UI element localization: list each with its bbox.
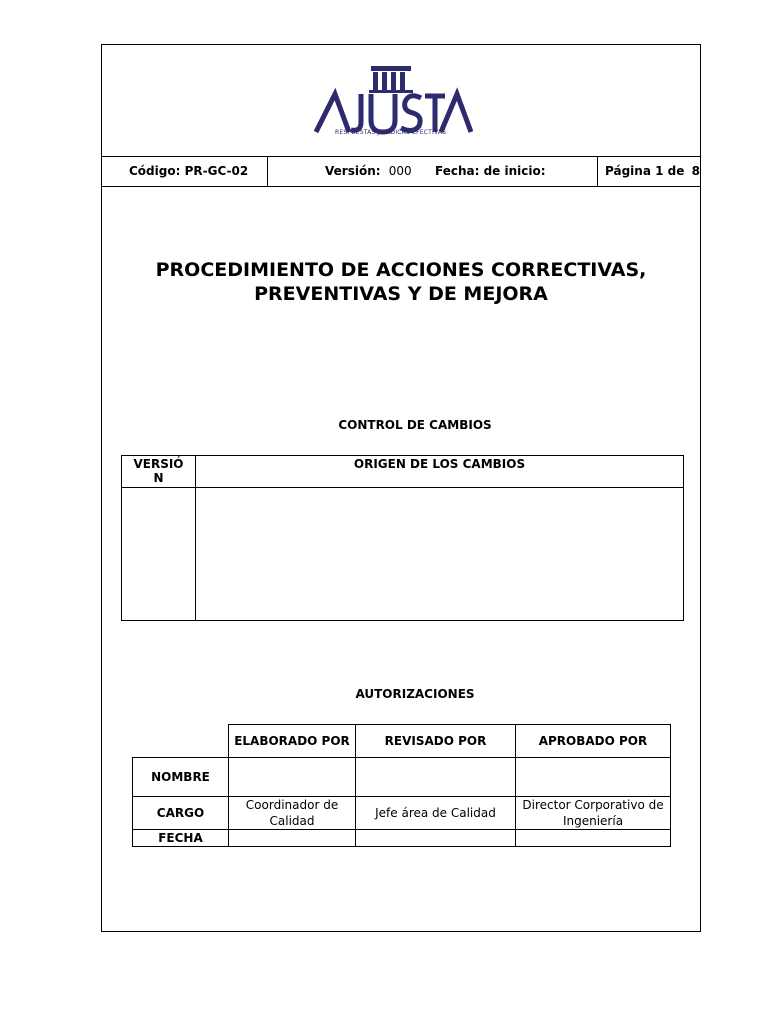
col-version-header: VERSIÓ N bbox=[133, 457, 184, 485]
autorizaciones-heading: AUTORIZACIONES bbox=[355, 687, 475, 701]
col-elaborado: ELABORADO POR bbox=[229, 725, 356, 758]
col-revisado: REVISADO POR bbox=[356, 725, 516, 758]
pagina-current: 1 bbox=[655, 164, 664, 178]
fecha-elaborado bbox=[229, 830, 356, 847]
row-label-fecha: FECHA bbox=[133, 830, 229, 847]
version-value: 000 bbox=[388, 164, 412, 178]
control-cambios-table bbox=[121, 455, 684, 621]
col-aprobado: APROBADO POR bbox=[516, 725, 671, 758]
logo-tagline: RESPUESTAS JURÍDICAS EFECTIVAS bbox=[335, 129, 447, 136]
control-cambios-heading: CONTROL DE CAMBIOS bbox=[338, 418, 492, 432]
cargo-aprobado: Director Corporativo de Ingeniería bbox=[516, 797, 671, 830]
nombre-aprobado bbox=[516, 758, 671, 797]
version-label: Versión: bbox=[325, 164, 381, 178]
pagina-de: de bbox=[667, 164, 685, 178]
row-cargo bbox=[133, 797, 671, 830]
codigo-value: PR-GC-02 bbox=[184, 164, 249, 178]
row-nombre bbox=[133, 758, 671, 797]
fecha-revisado bbox=[356, 830, 516, 847]
pagina-total: 8 bbox=[691, 164, 700, 178]
pagina-label: Página bbox=[605, 164, 651, 178]
document-header bbox=[101, 156, 701, 187]
fecha-label: Fecha: de inicio: bbox=[435, 164, 546, 178]
fecha-aprobado bbox=[516, 830, 671, 847]
col-origen-header: ORIGEN DE LOS CAMBIOS bbox=[353, 457, 526, 471]
cargo-revisado: Jefe área de Calidad bbox=[356, 797, 516, 830]
title-line-1: PROCEDIMIENTO DE ACCIONES CORRECTIVAS, bbox=[155, 259, 647, 281]
pagina-field bbox=[605, 157, 700, 186]
auth-header-row bbox=[133, 725, 671, 758]
row-fecha bbox=[133, 830, 671, 847]
version-field bbox=[325, 157, 412, 186]
row-label-cargo: CARGO bbox=[133, 797, 229, 830]
title-line-2: PREVENTIVAS Y DE MEJORA bbox=[254, 283, 548, 305]
nombre-elaborado bbox=[229, 758, 356, 797]
autorizaciones-table bbox=[132, 724, 671, 847]
row-label-nombre: NOMBRE bbox=[133, 758, 229, 797]
codigo-field bbox=[129, 157, 248, 186]
nombre-revisado bbox=[356, 758, 516, 797]
codigo-label: Código: bbox=[129, 164, 181, 178]
cargo-elaborado: Coordinador de Calidad bbox=[229, 797, 356, 830]
document-title bbox=[101, 258, 701, 306]
